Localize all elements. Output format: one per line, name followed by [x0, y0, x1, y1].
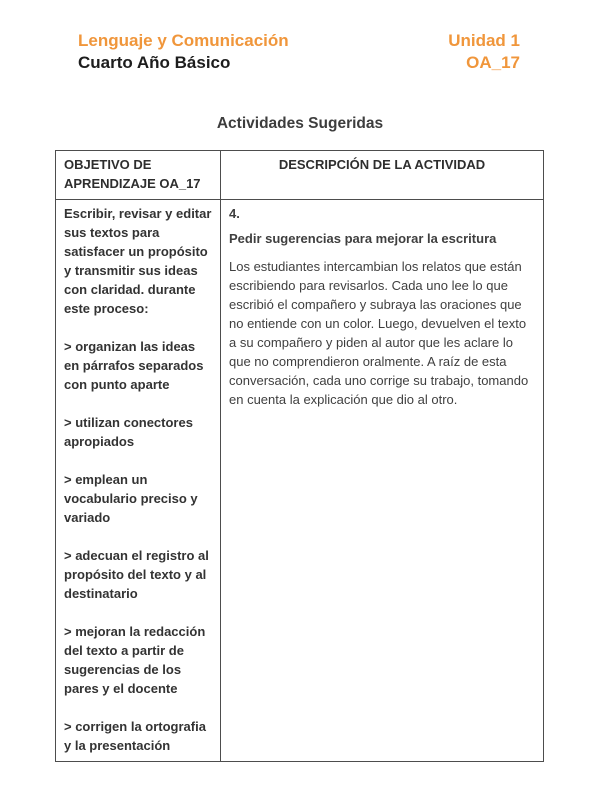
page-title: Actividades Sugeridas	[216, 115, 384, 132]
activity-title: Pedir sugerencias para mejorar la escritura	[229, 231, 497, 246]
header-right	[448, 30, 520, 74]
objective-item: > mejoran la redacción del texto a partir de sugerencias de los pares y el docente	[64, 624, 206, 696]
activities-table	[55, 150, 544, 762]
activity-description: Los estudiantes intercambian los relatos que están escribiendo para revisarlos. Cada uno lee lo que escribió el compañero y subraya las oraciones que no entiende con un color. Luego, devuelven el texto a su compañero y piden al autor que les aclare lo que no comprendieron oralmente. A raíz de esta conversación, cada uno corrige su trabajo, tomando en cuenta la explicación que dio al otro.	[229, 259, 529, 407]
oa-code-label: OA_17	[466, 53, 520, 72]
objective-intro: Escribir, revisar y editar sus textos para satisfacer un propósito y transmitir sus ideas con claridad. durante este proceso:	[64, 206, 212, 316]
header-left	[78, 30, 289, 74]
objective-item: > adecuan el registro al propósito del texto y al destinatario	[64, 548, 209, 601]
objective-item: > organizan las ideas en párrafos separados con punto aparte	[64, 339, 204, 392]
grade-title: Cuarto Año Básico	[78, 53, 231, 72]
column-header-objective: OBJETIVO DE APRENDIZAJE OA_17	[56, 151, 221, 200]
objective-cell	[56, 200, 221, 762]
column-header-activity: DESCRIPCIÓN DE LA ACTIVIDAD	[221, 151, 544, 200]
subject-title: Lenguaje y Comunicación	[78, 31, 289, 50]
page-header	[78, 30, 520, 74]
table-header-row	[56, 151, 544, 200]
objective-item: > utilizan conectores apropiados	[64, 415, 193, 449]
objective-item: > corrigen la ortografia y la presentación	[64, 719, 206, 753]
activity-number: 4.	[229, 206, 240, 221]
objective-item: > emplean un vocabulario preciso y variado	[64, 472, 198, 525]
unit-label: Unidad 1	[448, 31, 520, 50]
table-body-row	[56, 200, 544, 762]
activity-cell	[221, 200, 544, 762]
